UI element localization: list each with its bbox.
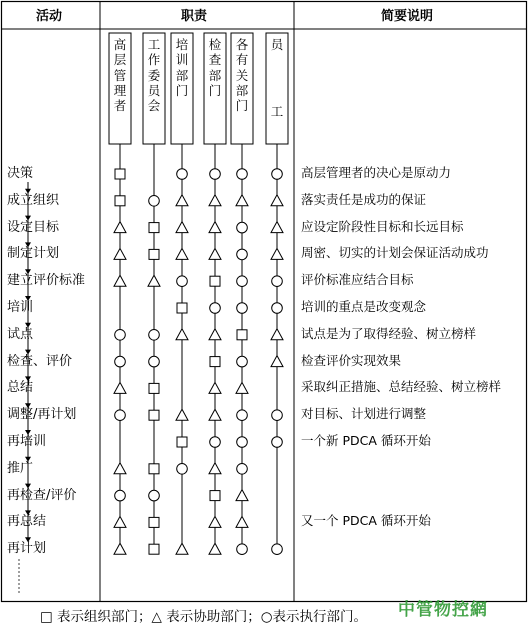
header-duty: 职责 — [181, 9, 208, 24]
mark-circle-execute — [272, 276, 283, 287]
mark-triangle-assist — [209, 543, 221, 554]
mark-circle-execute — [115, 410, 126, 421]
mark-circle-execute — [237, 249, 248, 260]
mark-triangle-assist — [176, 222, 188, 233]
mark-circle-execute — [149, 490, 160, 501]
summary-note: 周密、切实的计划会保证活动成功 — [301, 245, 489, 261]
activity-label: 决策 — [7, 166, 34, 181]
mark-triangle-assist — [209, 516, 221, 527]
mark-triangle-assist — [209, 195, 221, 206]
mark-triangle-assist — [236, 490, 248, 501]
mark-square-organize — [149, 223, 159, 233]
mark-triangle-assist — [114, 248, 126, 259]
activity-label: 再计划 — [7, 541, 47, 557]
mark-triangle-assist — [176, 329, 188, 340]
mark-square-organize — [149, 410, 159, 420]
mark-triangle-assist — [271, 222, 283, 233]
summary-note: 试点是为了取得经验、树立榜样 — [301, 325, 477, 341]
mark-circle-execute — [177, 464, 188, 475]
mark-square-organize — [149, 544, 159, 554]
mark-circle-execute — [115, 356, 126, 367]
mark-circle-execute — [115, 330, 126, 341]
mark-triangle-assist — [114, 382, 126, 393]
mark-square-organize — [177, 437, 187, 447]
header-summary: 简要说明 — [381, 9, 434, 24]
mark-circle-execute — [149, 356, 160, 367]
activity-label: 制定计划 — [7, 246, 60, 262]
mark-triangle-assist — [271, 356, 283, 367]
mark-triangle-assist — [176, 543, 188, 554]
dept-label-4: 各 有 关 部 门 — [235, 37, 249, 113]
mark-square-organize — [177, 303, 187, 313]
activity-label: 试点 — [7, 326, 34, 342]
mark-circle-execute — [115, 490, 126, 501]
mark-triangle-assist — [114, 516, 126, 527]
mark-square-organize — [237, 330, 247, 340]
dept-label-1: 工 作 委 员 会 — [147, 37, 161, 113]
mark-circle-execute — [177, 169, 188, 180]
dept-label-3: 检 查 部 门 — [208, 37, 222, 98]
mark-triangle-assist — [176, 195, 188, 206]
mark-square-organize — [149, 383, 159, 393]
mark-square-organize — [115, 196, 125, 206]
activity-label: 培训 — [7, 300, 34, 315]
mark-triangle-assist — [176, 409, 188, 420]
mark-circle-execute — [272, 544, 283, 555]
dept-label-2: 培 训 部 门 — [175, 37, 189, 98]
activity-label: 调整/再计划 — [7, 407, 77, 423]
mark-triangle-assist — [236, 195, 248, 206]
mark-triangle-assist — [209, 222, 221, 233]
watermark-logo: 中管物控網 — [398, 600, 488, 620]
activity-label: 设定目标 — [7, 219, 60, 235]
mark-triangle-assist — [148, 275, 160, 286]
mark-triangle-assist — [236, 516, 248, 527]
mark-circle-execute — [272, 303, 283, 314]
dept-label-5: 员 工 — [270, 37, 284, 120]
mark-circle-execute — [237, 222, 248, 233]
activity-label: 再培训 — [7, 434, 47, 449]
mark-triangle-assist — [209, 329, 221, 340]
mark-circle-execute — [149, 330, 160, 341]
mark-triangle-assist — [209, 463, 221, 474]
mark-triangle-assist — [271, 248, 283, 259]
summary-note: 落实责任是成功的保证 — [301, 191, 427, 207]
mark-circle-execute — [210, 437, 221, 448]
mark-triangle-assist — [114, 275, 126, 286]
mark-circle-execute — [272, 410, 283, 421]
activity-label: 再总结 — [7, 514, 47, 530]
mark-triangle-assist — [209, 409, 221, 420]
mark-circle-execute — [210, 169, 221, 180]
mark-circle-execute — [237, 410, 248, 421]
mark-square-organize — [210, 491, 220, 501]
dept-label-0: 高 层 管 理 者 — [113, 37, 127, 113]
activity-label: 再检查/评价 — [7, 487, 77, 503]
mark-triangle-assist — [114, 463, 126, 474]
mark-triangle-assist — [209, 382, 221, 393]
mark-circle-execute — [237, 356, 248, 367]
mark-circle-execute — [237, 437, 248, 448]
mark-triangle-assist — [236, 382, 248, 393]
mark-square-organize — [149, 464, 159, 474]
mark-circle-execute — [210, 303, 221, 314]
summary-note: 检查评价实现效果 — [301, 352, 402, 368]
activity-label: 推广 — [7, 460, 34, 476]
activity-label: 建立评价标准 — [7, 273, 86, 289]
summary-note: 培训的重点是改变观念 — [301, 299, 427, 314]
mark-square-organize — [149, 249, 159, 259]
mark-circle-execute — [237, 303, 248, 314]
summary-note: 评价标准应结合目标 — [301, 272, 414, 288]
mark-triangle-assist — [114, 543, 126, 554]
summary-note: 高层管理者的决心是原动力 — [301, 165, 452, 180]
mark-circle-execute — [149, 196, 160, 207]
mark-square-organize — [149, 517, 159, 527]
mark-circle-execute — [272, 169, 283, 180]
activity-label: 总结 — [7, 380, 34, 396]
table-frame — [2, 2, 527, 602]
mark-square-organize — [210, 357, 220, 367]
header-activity: 活动 — [36, 9, 63, 24]
legend: □ 表示组织部门；△ 表示协助部门；○表示执行部门。 — [40, 609, 367, 625]
mark-triangle-assist — [176, 248, 188, 259]
mark-triangle-assist — [114, 222, 126, 233]
summary-note: 应设定阶段性目标和长远目标 — [301, 218, 464, 234]
mark-triangle-assist — [271, 195, 283, 206]
summary-note: 对目标、计划进行调整 — [301, 406, 427, 422]
mark-circle-execute — [237, 464, 248, 475]
mark-circle-execute — [177, 276, 188, 287]
summary-note: 采取纠正措施、总结经验、树立榜样 — [301, 379, 502, 395]
mark-circle-execute — [272, 437, 283, 448]
mark-triangle-assist — [271, 329, 283, 340]
mark-circle-execute — [237, 276, 248, 287]
mark-triangle-assist — [209, 248, 221, 259]
activity-label: 检查、评价 — [7, 353, 73, 369]
mark-square-organize — [210, 276, 220, 286]
activity-label: 成立组织 — [7, 192, 60, 208]
summary-note: 一个新 PDCA 循环开始 — [301, 433, 431, 448]
mark-circle-execute — [237, 544, 248, 555]
mark-square-organize — [115, 169, 125, 179]
summary-note: 又一个 PDCA 循环开始 — [301, 513, 431, 529]
mark-circle-execute — [237, 169, 248, 180]
